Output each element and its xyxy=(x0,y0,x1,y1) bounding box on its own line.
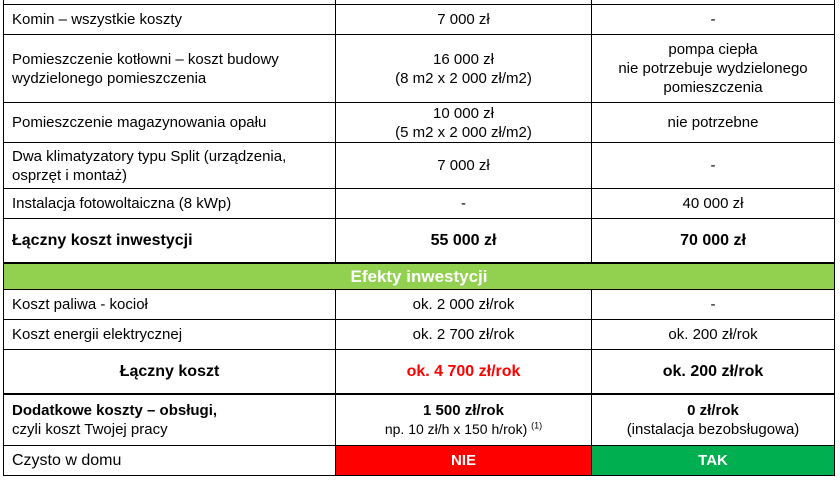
cell-value: - xyxy=(592,5,835,35)
cost-comparison-table xyxy=(3,0,835,476)
cell-value: - xyxy=(592,143,835,189)
row-label: Koszt energii elektrycznej xyxy=(4,320,336,350)
yes-badge-cell: TAK xyxy=(592,446,835,476)
cell-value: ok. 200 zł/rok xyxy=(592,350,835,394)
row-label: Łączny koszt xyxy=(4,350,336,394)
table-row xyxy=(4,290,835,320)
table-row xyxy=(4,143,835,189)
table-row xyxy=(4,103,835,143)
cell-value: ok. 200 zł/rok xyxy=(592,320,835,350)
cell-value: 7 000 zł xyxy=(336,143,592,189)
cell-value: - xyxy=(336,189,592,219)
total-investment-row xyxy=(4,219,835,263)
cell-value: ok. 4 700 zł/rok xyxy=(336,350,592,394)
cell-value: pompa ciepła nie potrzebuje wydzielonego pomieszczenia xyxy=(592,35,835,103)
row-label: Dodatkowe koszty – obsługi, czyli koszt Twojej pracy xyxy=(4,394,336,446)
clean-home-row xyxy=(4,446,835,476)
table-row xyxy=(4,320,835,350)
row-label: Komin – wszystkie koszty xyxy=(4,5,336,35)
row-label: Czysto w domu xyxy=(4,446,336,476)
section-header-row xyxy=(4,263,835,290)
cell-value: ok. 2 700 zł/rok xyxy=(336,320,592,350)
cell-value: - xyxy=(592,290,835,320)
row-label: Pomieszczenie magazynowania opału xyxy=(4,103,336,143)
footnote-marker: (1) xyxy=(531,420,543,431)
cell-value: 0 zł/rok (instalacja bezobsługowa) xyxy=(592,394,835,446)
section-title: Efekty inwestycji xyxy=(4,263,835,290)
cell-value: 55 000 zł xyxy=(336,219,592,263)
table-row xyxy=(4,35,835,103)
cell-value: 10 000 zł (5 m2 x 2 000 zł/m2) xyxy=(336,103,592,143)
extra-costs-row xyxy=(4,394,835,446)
row-label: Instalacja fotowoltaiczna (8 kWp) xyxy=(4,189,336,219)
total-cost-row xyxy=(4,350,835,394)
table-row xyxy=(4,189,835,219)
cell-value: ok. 2 000 zł/rok xyxy=(336,290,592,320)
row-label: Koszt paliwa - kocioł xyxy=(4,290,336,320)
row-label: Dwa klimatyzatory typu Split (urządzenia, osprzęt i montaż) xyxy=(4,143,336,189)
cell-value: 40 000 zł xyxy=(592,189,835,219)
cell-value: 7 000 zł xyxy=(336,5,592,35)
no-badge-cell: NIE xyxy=(336,446,592,476)
row-label: Łączny koszt inwestycji xyxy=(4,219,336,263)
row-label: Pomieszczenie kotłowni – koszt budowy wydzielonego pomieszczenia xyxy=(4,35,336,103)
table-row xyxy=(4,5,835,35)
cell-value: 16 000 zł (8 m2 x 2 000 zł/m2) xyxy=(336,35,592,103)
cell-value: nie potrzebne xyxy=(592,103,835,143)
cell-value: 1 500 zł/rok np. 10 zł/h x 150 h/rok) $^{(1)}$ xyxy=(336,394,592,446)
cell-value: 70 000 zł xyxy=(592,219,835,263)
